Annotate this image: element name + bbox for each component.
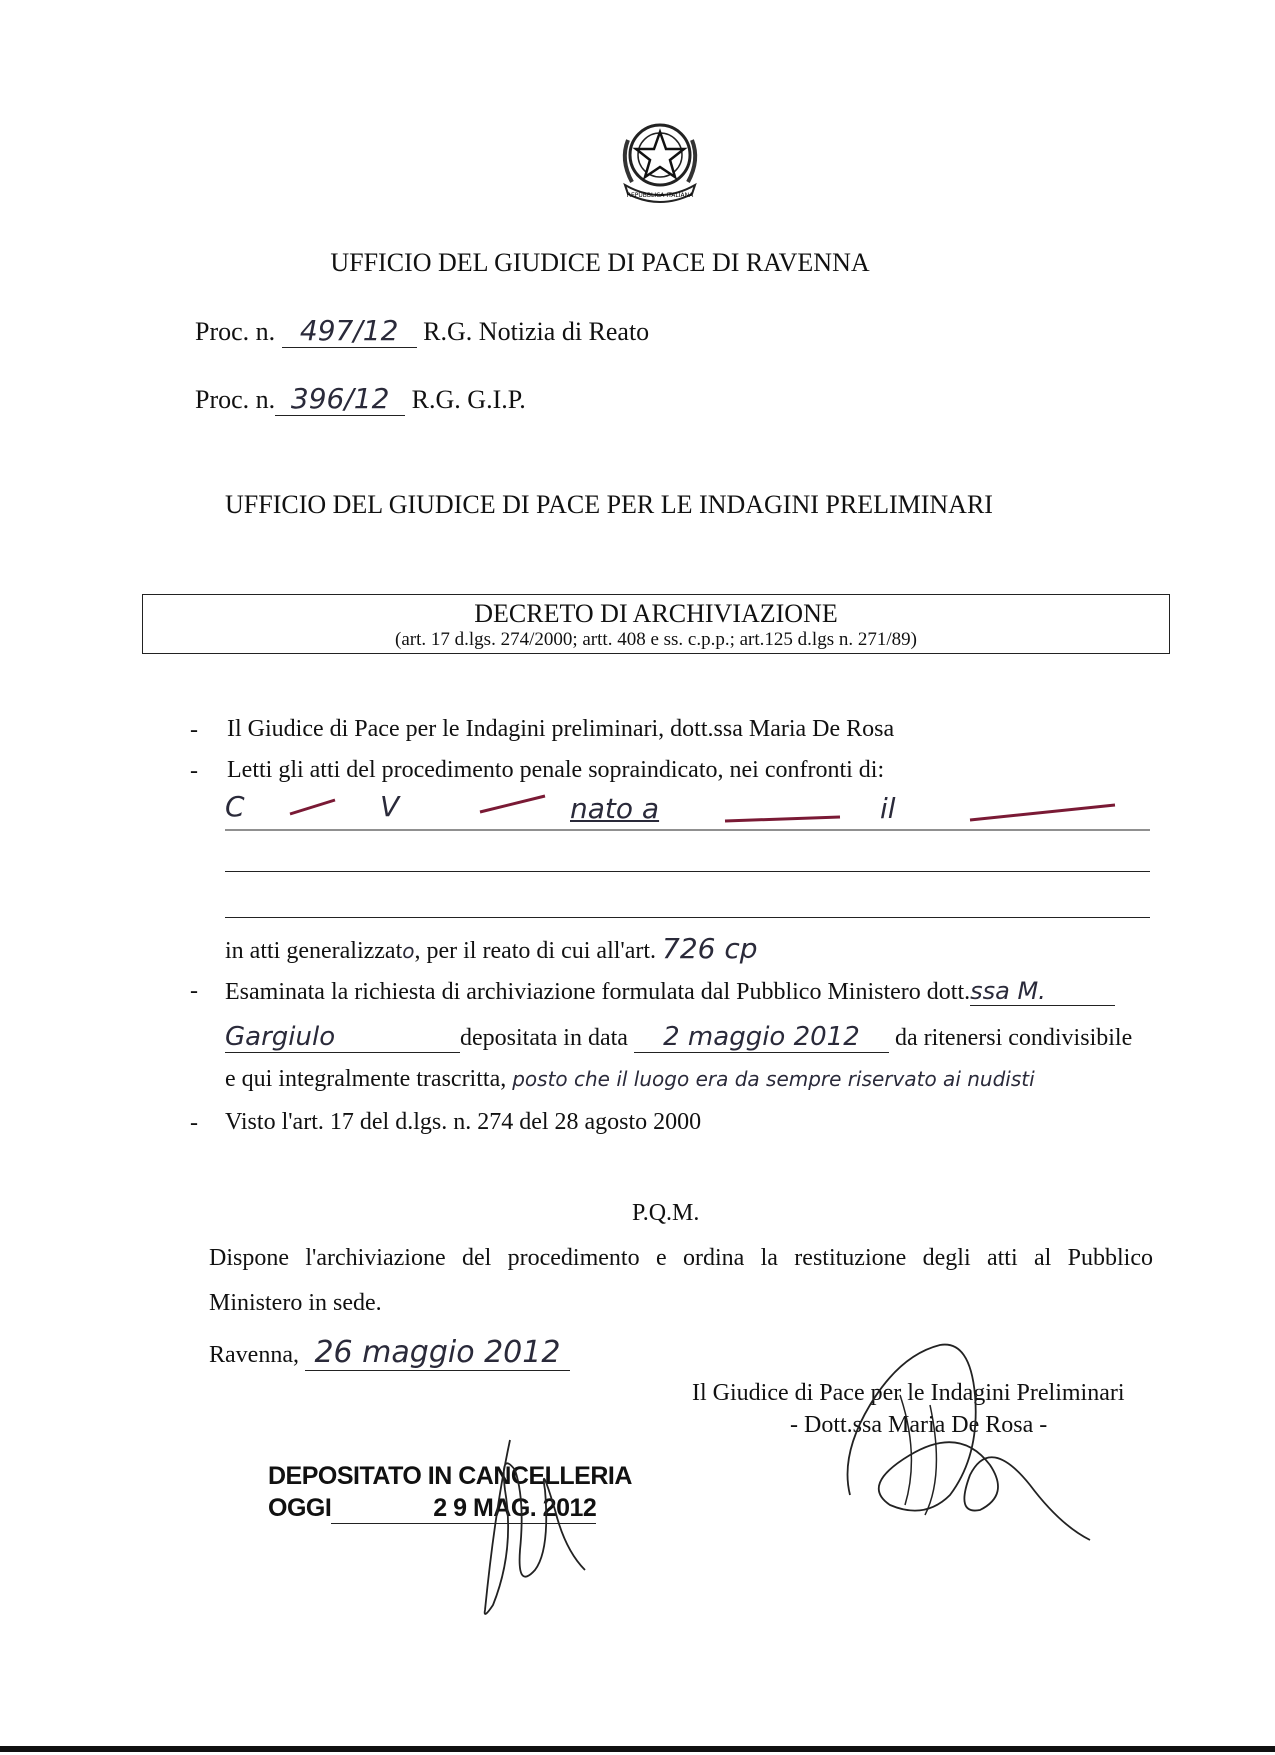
bullet-dash: - [190, 1110, 198, 1136]
bullet-dash: - [190, 717, 198, 743]
generalized-prefix: in atti generalizzat [225, 938, 403, 964]
hw-reason: posto che il luogo era da sempre riservato ai nudisti [512, 1067, 1035, 1091]
place-label: Ravenna, [209, 1342, 299, 1368]
generalized-mid: , per il reato di cui all'art. [414, 938, 657, 964]
proc2-suffix: R.G. G.I.P. [411, 385, 526, 414]
bullet-dash: - [190, 978, 198, 1004]
decree-title: DECRETO DI ARCHIVIAZIONE [474, 599, 838, 628]
office-subtitle: UFFICIO DEL GIUDICE DI PACE PER LE INDAGINI PRELIMINARI [225, 490, 993, 519]
blank-line [225, 871, 1150, 872]
hw-initial-c: C [225, 790, 245, 823]
exam-text: Esaminata la richiesta di archiviazione formulata dal Pubblico Ministero dott. [225, 979, 971, 1005]
generalized-line [225, 932, 758, 965]
proc1-prefix: Proc. n. [195, 317, 276, 346]
blank-line [225, 917, 1150, 918]
hw-deposit-date: 2 maggio 2012 [634, 1022, 889, 1053]
redacted-names-line [225, 790, 1150, 830]
bullet-dash: - [190, 758, 198, 784]
stamp-signature-icon [465, 1430, 595, 1620]
transcribed-label: e qui integralmente trascritta, [225, 1066, 507, 1092]
visto-line: Visto l'art. 17 del d.lgs. n. 274 del 28 agosto 2000 [225, 1109, 702, 1135]
judge-signature-icon [830, 1335, 1110, 1555]
proc2-prefix: Proc. n. [195, 385, 276, 414]
deposited-line [225, 1022, 1132, 1053]
hw-sign-date: 26 maggio 2012 [305, 1335, 570, 1371]
dispone-line-1: Dispone l'archiviazione del procedimento e ordina la restituzione degli atti al Pubblico [209, 1245, 1153, 1271]
stamp-prefix: OGGI [268, 1494, 332, 1522]
transcribed-line [225, 1066, 1035, 1093]
exam-line [225, 977, 1115, 1006]
hw-il: il [880, 792, 896, 825]
proc-line-1 [195, 314, 649, 348]
deposited-label: depositata in data [460, 1025, 628, 1051]
proc-line-2 [195, 382, 526, 416]
italian-republic-emblem-icon [610, 110, 710, 210]
office-title: UFFICIO DEL GIUDICE DI PACE DI RAVENNA [330, 248, 870, 277]
shareable-label: da ritenersi condivisibile [894, 1025, 1133, 1051]
hw-article: 726 cp [662, 932, 758, 965]
proc1-suffix: R.G. Notizia di Reato [423, 317, 650, 346]
proc1-number: 497/12 [282, 314, 417, 348]
hw-nato-a: nato a [570, 792, 660, 825]
body-line-2: Letti gli atti del procedimento penale sopraindicato, nei confronti di: [227, 757, 885, 783]
body-line-1: Il Giudice di Pace per le Indagini preliminari, dott.ssa Maria De Rosa [227, 716, 895, 742]
judge-name: - Dott.ssa Maria De Rosa - [790, 1412, 1048, 1438]
pqm-heading: P.Q.M. [632, 1200, 700, 1226]
hw-initial-v: V [380, 790, 400, 823]
proc2-number: 396/12 [275, 382, 405, 416]
dispone-line-2: Ministero in sede. [209, 1290, 382, 1316]
emblem-ribbon-text: REPUBBLICA ITALIANA [626, 192, 694, 199]
hw-gender: o [402, 939, 415, 963]
hw-pm-title: ssa M. [970, 977, 1115, 1006]
decree-box [142, 594, 1170, 654]
stamp-date: 2 9 MAG. 2012 [331, 1494, 596, 1524]
judge-title: Il Giudice di Pace per le Indagini Preliminari [692, 1380, 1125, 1406]
place-date-line [209, 1335, 570, 1371]
stamp-line-1: DEPOSITATO IN CANCELLERIA [268, 1462, 632, 1490]
hw-pm-name: Gargiulo [225, 1022, 460, 1053]
decree-subtitle: (art. 17 d.lgs. 274/2000; artt. 408 e ss. c.p.p.; art.125 d.lgs n. 271/89) [395, 629, 917, 650]
scan-edge [0, 1746, 1275, 1752]
